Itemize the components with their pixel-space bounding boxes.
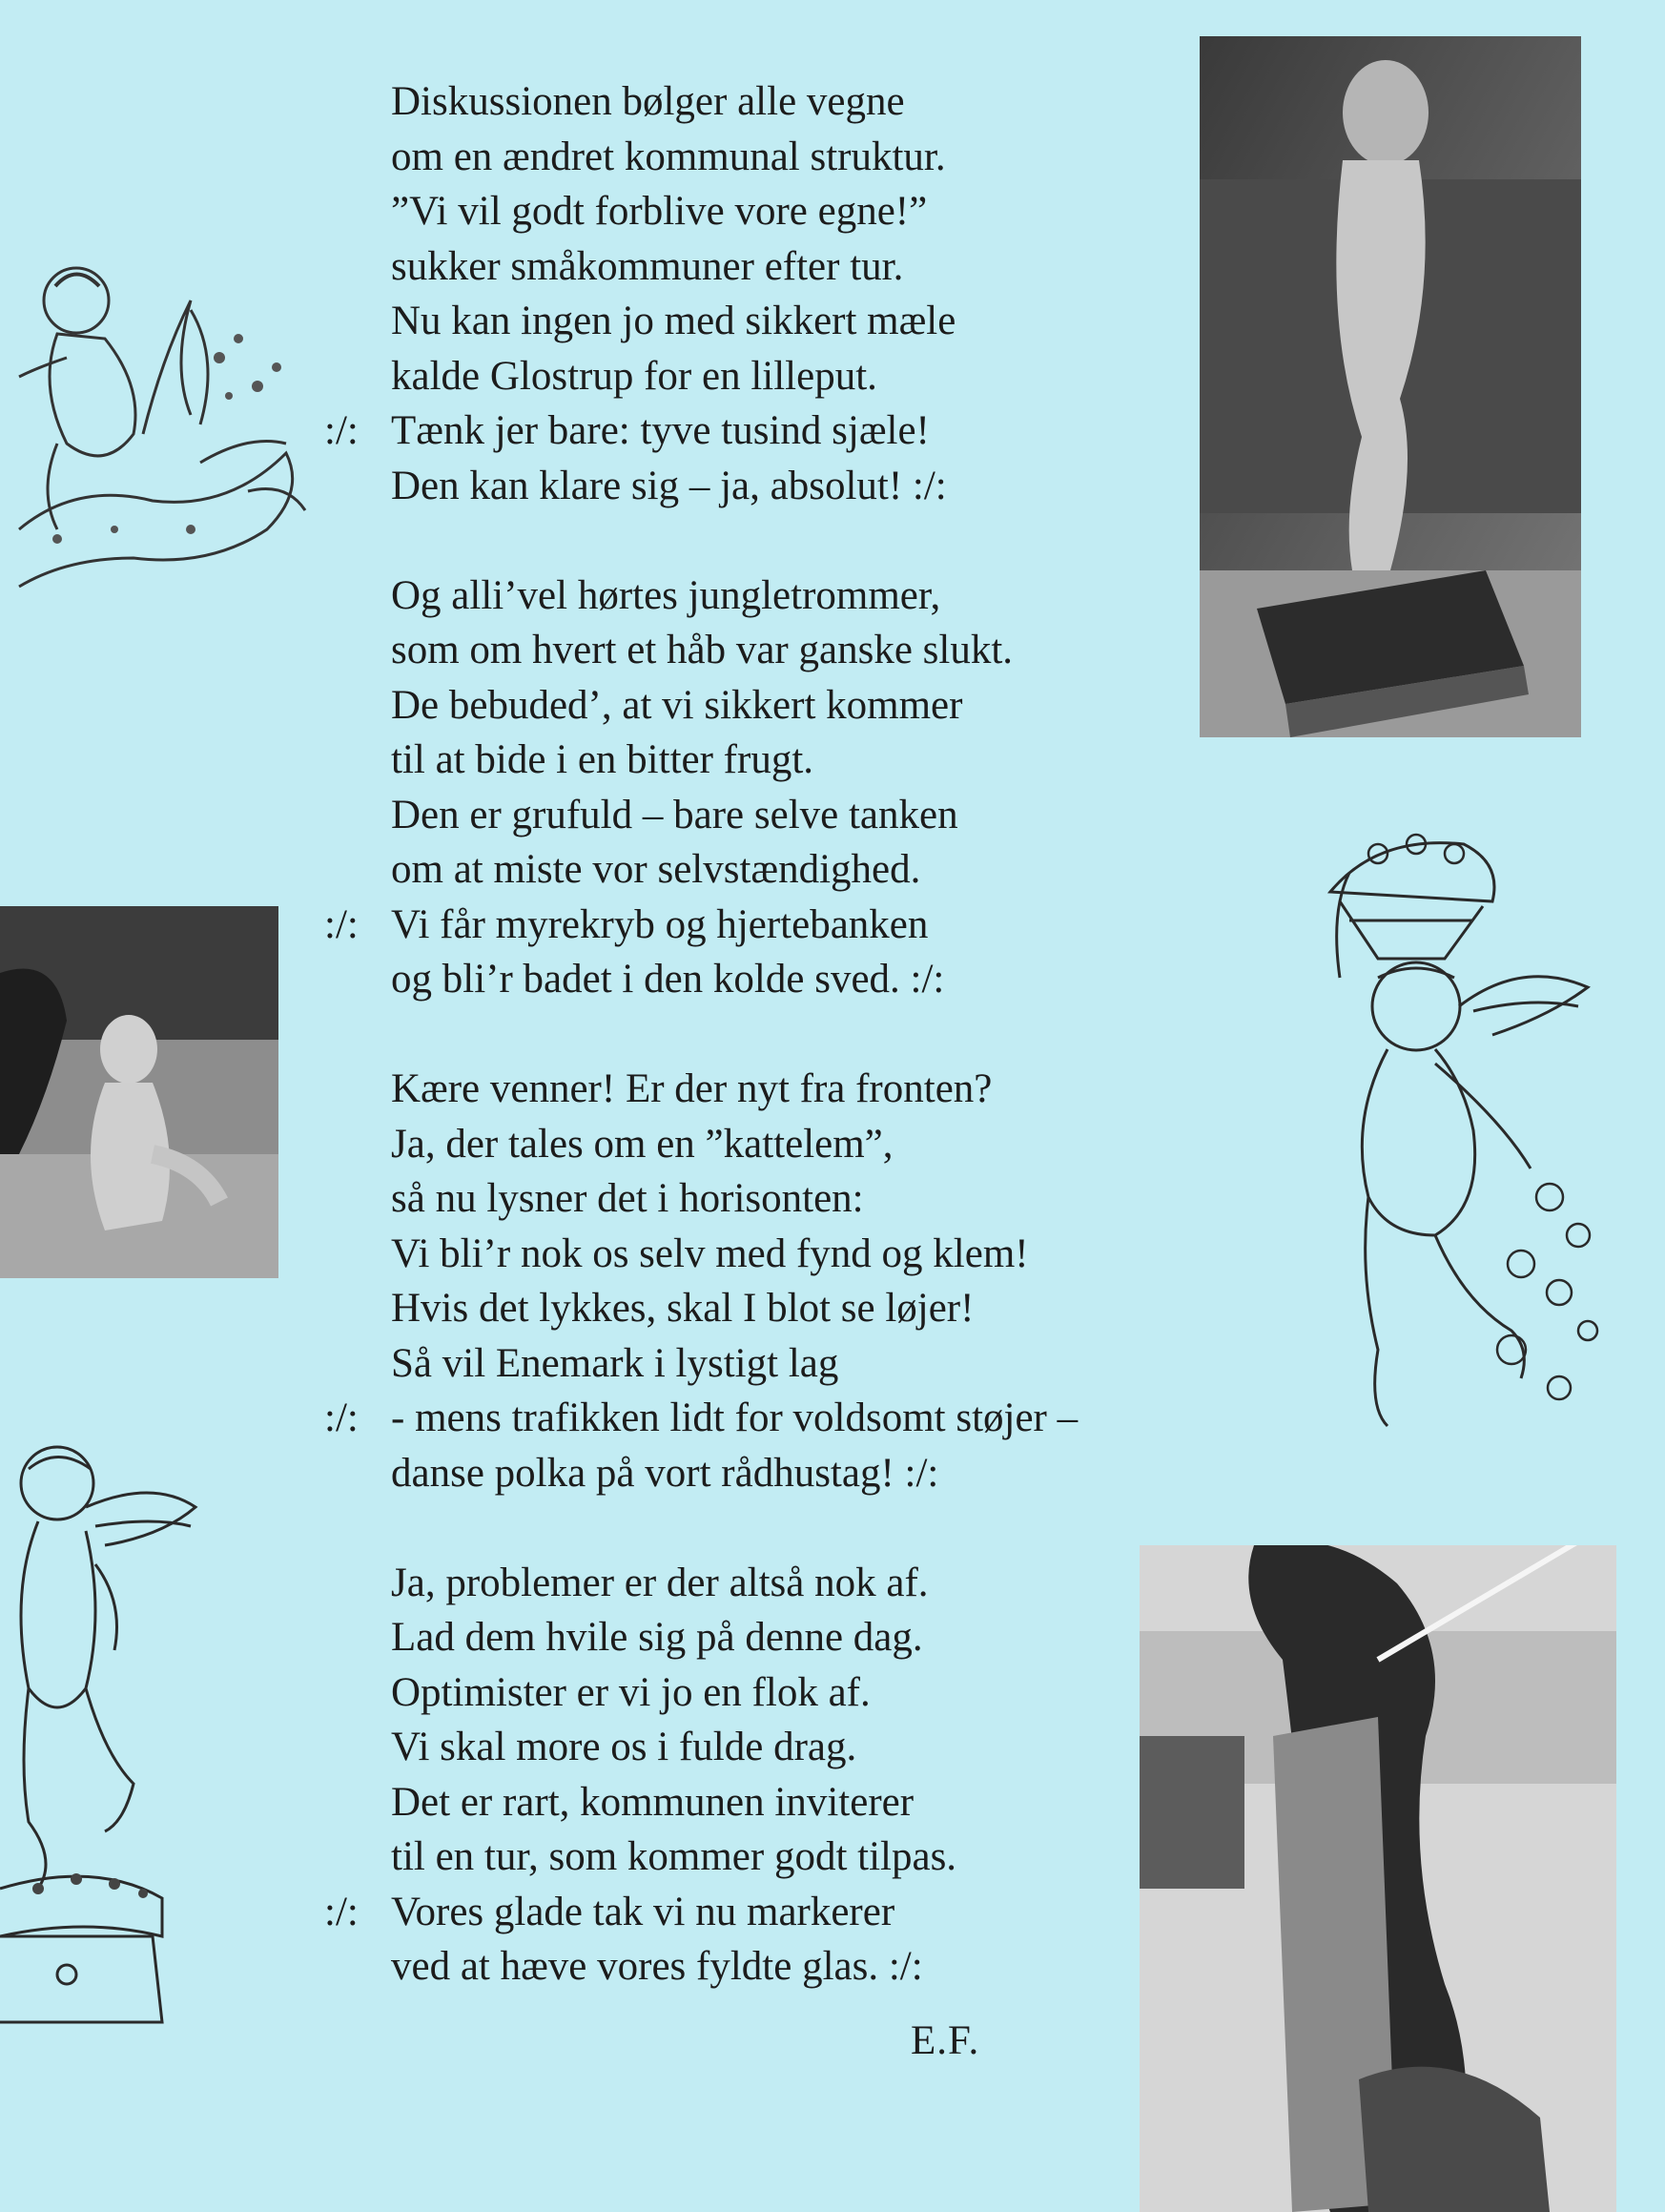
poem-line <box>315 1556 1230 1611</box>
poem-line <box>315 1336 1230 1392</box>
poem-line-text: til en tur, som kommer godt tilpas. <box>391 1834 957 1879</box>
stanza <box>315 1062 1230 1500</box>
poem-line-text: Så vil Enemark i lystigt lag <box>391 1340 839 1386</box>
sculpture-photo-icon <box>1140 1545 1616 2212</box>
poem-line-text: Hvis det lykkes, skal I blot se løjer! <box>391 1286 975 1331</box>
poem-line <box>315 569 1230 624</box>
poem-line <box>315 403 1230 459</box>
poem-line <box>315 1391 1230 1446</box>
poem-line-text: så nu lysner det i horisonten: <box>391 1176 864 1221</box>
poem-line <box>315 733 1230 788</box>
stanza <box>315 74 1230 513</box>
poem-line-text: Optimister er vi jo en flok af. <box>391 1669 871 1715</box>
poem-line-text: Den er grufuld – bare selve tanken <box>391 792 958 837</box>
poem <box>315 74 1230 1995</box>
poem-line <box>315 130 1230 185</box>
poem-line-text: Lad dem hvile sig på denne dag. <box>391 1615 923 1660</box>
poem-line-text: Det er rart, kommunen inviterer <box>391 1779 915 1825</box>
cherub-drawing-icon <box>0 1440 205 2032</box>
poem-line-text: - mens trafikken lidt for voldsomt støjer – <box>391 1395 1079 1440</box>
poem-line <box>315 842 1230 898</box>
poem-line <box>315 459 1230 514</box>
cherub-drawing-icon <box>0 243 324 610</box>
poem-line <box>315 184 1230 239</box>
poem-line-text: Vi får myrekryb og hjertebanken <box>391 901 929 947</box>
poem-line <box>315 1062 1230 1117</box>
poem-line <box>315 1665 1230 1721</box>
poem-line <box>315 294 1230 349</box>
poem-line <box>315 1171 1230 1227</box>
poem-line <box>315 239 1230 295</box>
poem-line-text: De bebuded’, at vi sikkert kommer <box>391 682 963 728</box>
statue-photo-icon <box>1200 36 1581 737</box>
poem-line <box>315 349 1230 404</box>
poem-line-text: Og alli’vel hørtes jungletrommer, <box>391 572 941 618</box>
poem-line <box>315 788 1230 843</box>
stanza <box>315 569 1230 1007</box>
poem-line-text: sukker småkommuner efter tur. <box>391 243 904 289</box>
poem-line-text: ”Vi vil godt forblive vore egne!” <box>391 189 928 234</box>
poem-line-text: Diskussionen bølger alle vegne <box>391 79 905 124</box>
stanza-gap <box>315 1007 1230 1063</box>
poem-line <box>315 1885 1230 1940</box>
poem-line-text: Kære venner! Er der nyt fra fronten? <box>391 1066 993 1111</box>
poem-line <box>315 1117 1230 1172</box>
poem-line-text: Ja, problemer er der altså nok af. <box>391 1560 929 1605</box>
poem-line-text: som om hvert et håb var ganske slukt. <box>391 628 1014 672</box>
repeat-marker: :/: <box>324 901 359 947</box>
poem-line <box>315 623 1230 678</box>
poem-line <box>315 1227 1230 1282</box>
poem-line <box>315 74 1230 130</box>
poem-line <box>315 1830 1230 1885</box>
poem-line <box>315 1610 1230 1665</box>
poem-line-text: Ja, der tales om en ”kattelem”, <box>391 1121 894 1167</box>
poem-line-text: til at bide i en bitter frugt. <box>391 737 814 782</box>
stanza-gap <box>315 1500 1230 1556</box>
poem-line-text: om en ændret kommunal struktur. <box>391 134 946 179</box>
poem-line <box>315 1720 1230 1775</box>
cherub-basket-drawing-icon <box>1273 816 1616 1455</box>
statue-photo-icon <box>0 906 278 1278</box>
poem-line-text: Vores glade tak vi nu markerer <box>391 1889 895 1934</box>
poem-line <box>315 1939 1230 1995</box>
poem-line <box>315 952 1230 1007</box>
poem-line <box>315 1446 1230 1501</box>
poem-line-text: og bli’r badet i den kolde sved. :/: <box>391 957 945 1002</box>
stanza-gap <box>315 513 1230 569</box>
poem-line <box>315 678 1230 734</box>
repeat-marker: :/: <box>324 1395 359 1440</box>
poem-line-text: danse polka på vort rådhustag! :/: <box>391 1450 939 1496</box>
poem-line-text: ved at hæve vores fyldte glas. :/: <box>391 1944 923 1989</box>
stanza <box>315 1556 1230 1995</box>
poem-line-text: Vi bli’r nok os selv med fynd og klem! <box>391 1230 1029 1276</box>
signature: E.F. <box>911 2018 980 2063</box>
poem-line-text: Den kan klare sig – ja, absolut! :/: <box>391 463 947 508</box>
poem-line <box>315 1281 1230 1336</box>
repeat-marker: :/: <box>324 1889 359 1934</box>
poem-line-text: Nu kan ingen jo med sikkert mæle <box>391 299 956 343</box>
poem-line <box>315 1775 1230 1830</box>
poem-line <box>315 898 1230 953</box>
poem-line-text: Vi skal more os i fulde drag. <box>391 1725 857 1769</box>
repeat-marker: :/: <box>324 408 359 453</box>
poem-line-text: kalde Glostrup for en lilleput. <box>391 353 877 399</box>
poem-line-text: Tænk jer bare: tyve tusind sjæle! <box>391 408 930 453</box>
poem-line-text: om at miste vor selvstændighed. <box>391 847 921 892</box>
